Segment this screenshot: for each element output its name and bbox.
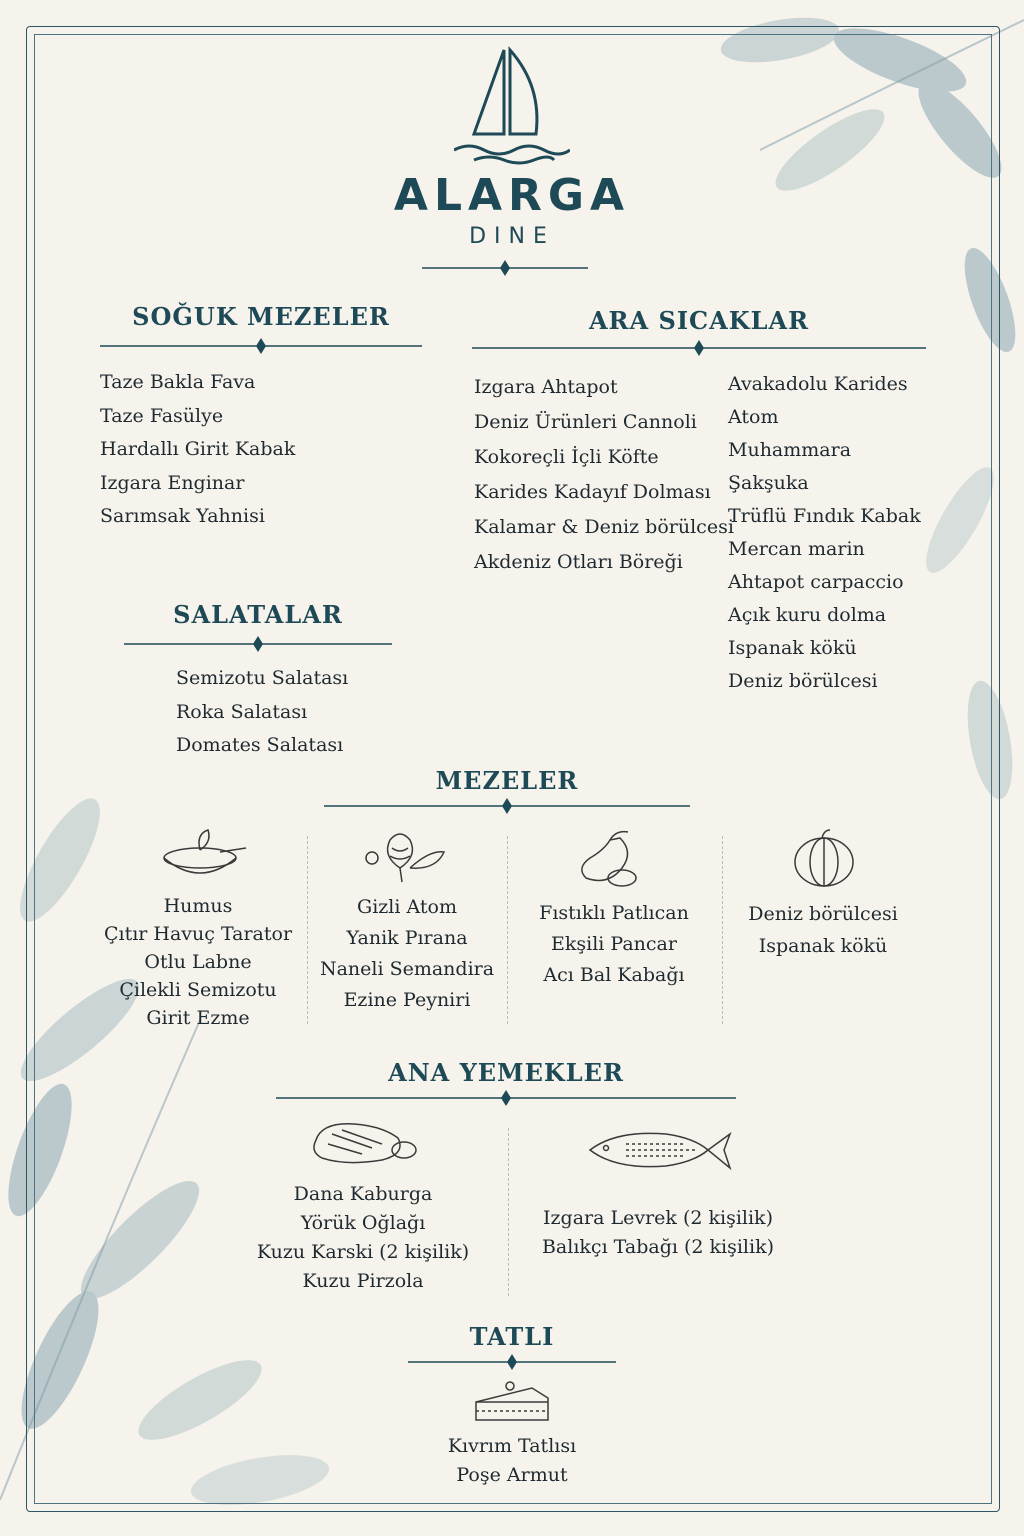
leaf-ornament-icon [124,634,392,654]
menu-item: Ispanak kökü [758,935,888,957]
steak-icon [302,1118,418,1166]
menu-item: Girit Ezme [146,1007,250,1029]
brand-name: ALARGA [393,170,631,221]
salatalar-list [176,662,348,763]
menu-item: Atom [728,406,779,428]
menu-item: Muhammara [728,439,852,461]
ana-fish-list [530,1204,786,1262]
menu-item: Avakadolu Karides [728,373,908,395]
leaf-ornament-icon [472,338,926,358]
menu-item: Trüflü Fındık Kabak [728,505,921,527]
menu-item: Humus [163,895,233,917]
menu-item: Ahtapot carpaccio [728,571,904,593]
column-divider [307,836,308,1024]
soguk-mezeler-heading: SOĞUK MEZELER [132,302,390,331]
leaf-ornament-icon [100,336,422,356]
menu-item: Poşe Armut [456,1464,568,1486]
menu-item: Açık kuru dolma [728,604,887,626]
menu-item: Izgara Ahtapot [474,376,618,398]
column-divider [507,836,508,1024]
sailboat-logo-icon [454,46,570,166]
cake-slice-icon [472,1378,552,1426]
menu-item: Ispanak kökü [728,637,857,659]
menu-item: Kalamar & Deniz börülcesi [474,516,734,538]
tatli-heading: TATLI [469,1322,555,1351]
pumpkin-icon [792,828,856,888]
menu-item: Çilekli Semizotu [119,979,277,1001]
menu-item: Deniz Ürünleri Cannoli [474,411,697,433]
leaf-ornament-icon [276,1088,736,1108]
menu-item: Dana Kaburga [293,1183,433,1205]
menu-item: Deniz börülcesi [748,903,898,925]
menu-item: Sarımsak Yahnisi [100,505,265,527]
hummus-bowl-icon [160,828,250,882]
menu-item: Yanik Pırana [346,927,468,949]
brand-subtitle: DINE [469,224,555,249]
menu-item: Izgara Enginar [100,471,245,494]
ana-yemekler-heading: ANA YEMEKLER [388,1058,624,1087]
menu-item: Roka Salatası [176,700,308,723]
menu-item: Akdeniz Otları Böreği [474,551,683,573]
mezeler-col-1 [100,892,296,1032]
menu-item: Kıvrım Tatlısı [447,1435,577,1457]
menu-item: Balıkçı Tabağı (2 kişilik) [541,1236,775,1258]
brand-rule [422,258,588,278]
menu-item: Ekşili Pancar [551,933,677,955]
menu-item: Otlu Labne [144,951,252,973]
eggplant-icon [576,828,638,888]
menu-item: Naneli Semandira [319,958,495,980]
column-divider [508,1128,509,1296]
menu-item: Semizotu Salatası [176,667,349,689]
ara-sicaklar-heading: ARA SICAKLAR [588,306,810,335]
tatli-list [412,1432,612,1490]
menu-item: Fıstıklı Patlıcan [539,902,689,924]
leaf-ornament-icon [408,1352,616,1372]
menu-item: Mercan marin [728,538,865,560]
mezeler-col-3 [510,898,718,991]
mezeler-col-4 [726,898,920,962]
ara-sicaklar-left-list [474,370,734,580]
soguk-mezeler-list [100,366,295,534]
mezeler-col-2 [310,892,504,1016]
column-divider [722,836,723,1024]
mezeler-heading: MEZELER [435,766,579,795]
menu-item: Çıtır Havuç Tarator [103,923,293,945]
menu-item: Acı Bal Kabağı [543,964,685,986]
menu-item: Taze Bakla Fava [100,371,256,393]
menu-item: Ezine Peyniri [343,989,471,1011]
ara-sicaklar-right-list [728,368,921,698]
ana-meat-list [240,1180,486,1296]
menu-item: Karides Kadayıf Dolması [474,481,711,503]
menu-item: Deniz börülcesi [728,670,878,692]
menu-item: Gizli Atom [357,896,457,918]
artichoke-icon [360,828,446,884]
menu-item: Kuzu Pirzola [302,1270,424,1292]
menu-item: Kuzu Karski (2 kişilik) [256,1241,470,1263]
menu-item: Hardallı Girit Kabak [100,438,296,460]
fish-icon [586,1126,732,1174]
leaf-ornament-icon [324,796,690,816]
menu-item: Şakşuka [728,472,809,494]
salatalar-heading: SALATALAR [173,600,343,629]
menu-item: Domates Salatası [176,734,344,756]
menu-item: Izgara Levrek (2 kişilik) [543,1207,773,1229]
menu-item: Taze Fasülye [100,404,224,427]
menu-item: Kokoreçli İçli Köfte [474,446,659,468]
menu-item: Yörük Oğlağı [300,1212,426,1234]
